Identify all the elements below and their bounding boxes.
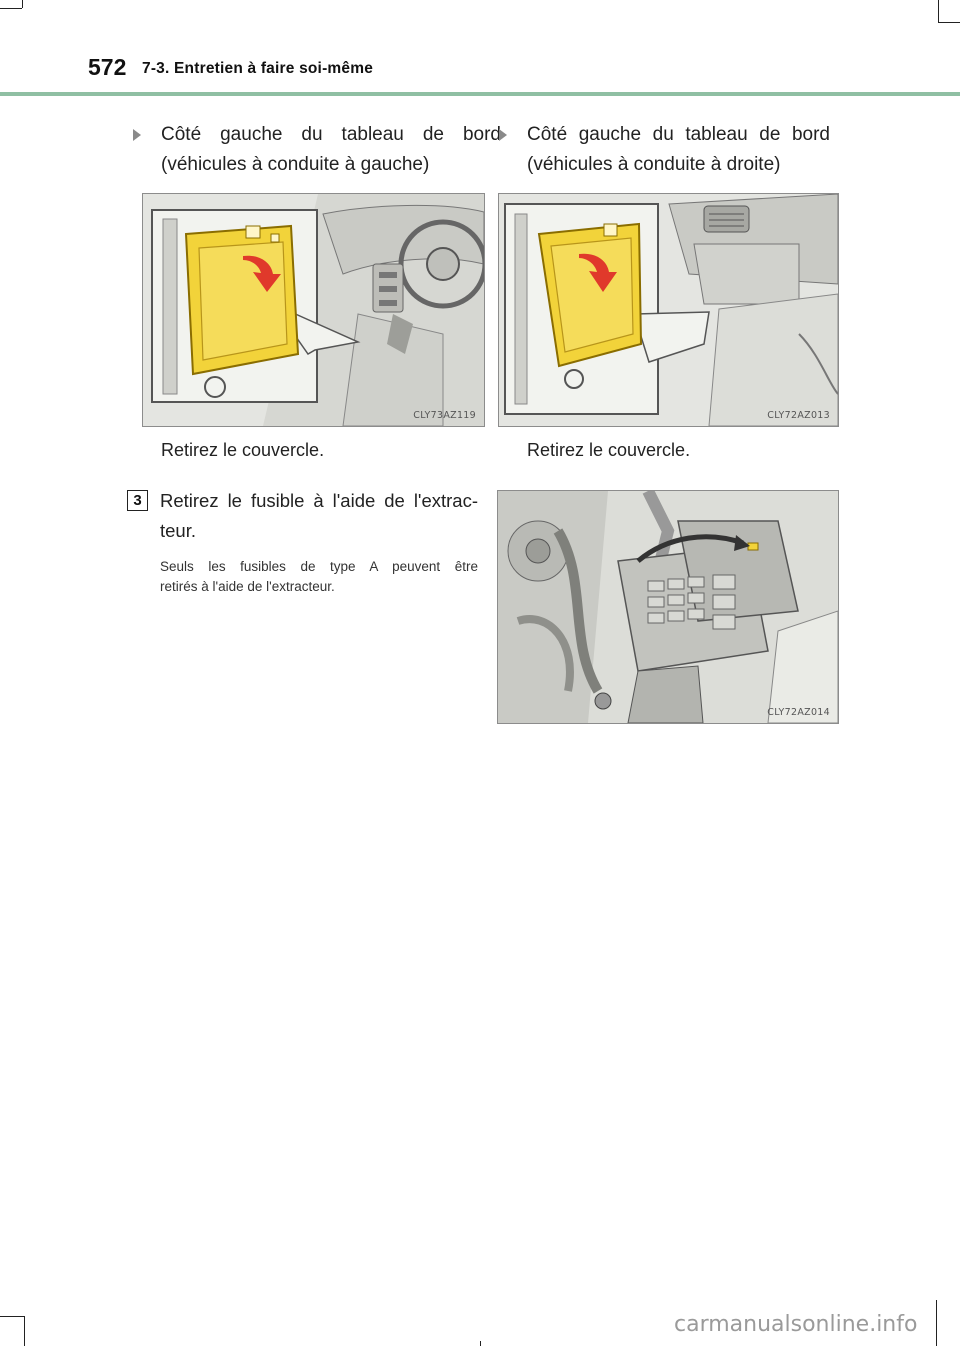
- step3-text-line2: teur.: [160, 520, 196, 541]
- bullet-left-line2: (véhicules à conduite à gauche): [161, 154, 430, 175]
- watermark: carmanualsonline.info: [674, 1312, 918, 1337]
- figure-fuse-cover-lhd: [142, 193, 485, 427]
- figure-engine-fuse-box: [497, 490, 839, 724]
- bullet-right: [527, 120, 830, 180]
- bullet-triangle-icon: [499, 129, 507, 141]
- illustration-engine-bay: [498, 491, 838, 723]
- figure-fuse-cover-rhd: [498, 193, 839, 427]
- caption-right: Retirez le couvercle.: [527, 440, 691, 460]
- step3-note-line2: retirés à l'aide de l'extracteur.: [160, 579, 335, 594]
- figure-code: CLY72AZ014: [767, 707, 830, 718]
- step3-text-line1: Retirez le fusible à l'aide de l'extrac-: [160, 490, 478, 511]
- figure-code: CLY73AZ119: [413, 410, 476, 421]
- header-rule: [0, 92, 960, 96]
- bullet-left: [161, 120, 501, 180]
- bullet-right-line1: Côté gauche du tableau de bord: [527, 124, 830, 145]
- step3-note-line1: Seuls les fusibles de type A peuvent être: [160, 559, 478, 574]
- bullet-right-line2: (véhicules à conduite à droite): [527, 154, 781, 175]
- crop-mark: [480, 1341, 481, 1346]
- bullet-left-line1: Côté gauche du tableau de bord: [161, 124, 501, 145]
- crop-mark: [0, 8, 22, 9]
- crop-mark: [24, 1316, 25, 1346]
- section-title: 7-3. Entretien à faire soi-même: [142, 60, 374, 77]
- crop-mark: [0, 1316, 24, 1317]
- figure-code: CLY72AZ013: [767, 410, 830, 421]
- crop-mark: [938, 0, 939, 22]
- step3-text: [160, 486, 478, 546]
- step3-note: [160, 557, 478, 597]
- crop-mark: [22, 0, 23, 8]
- illustration-dashboard-lhd: [143, 194, 484, 426]
- step-number-badge: 3: [127, 490, 148, 511]
- caption-left: Retirez le couvercle.: [161, 440, 325, 460]
- illustration-dashboard-rhd: [499, 194, 838, 426]
- crop-mark: [938, 22, 960, 23]
- page-number: 572: [88, 54, 127, 80]
- crop-mark: [936, 1300, 937, 1346]
- bullet-triangle-icon: [133, 129, 141, 141]
